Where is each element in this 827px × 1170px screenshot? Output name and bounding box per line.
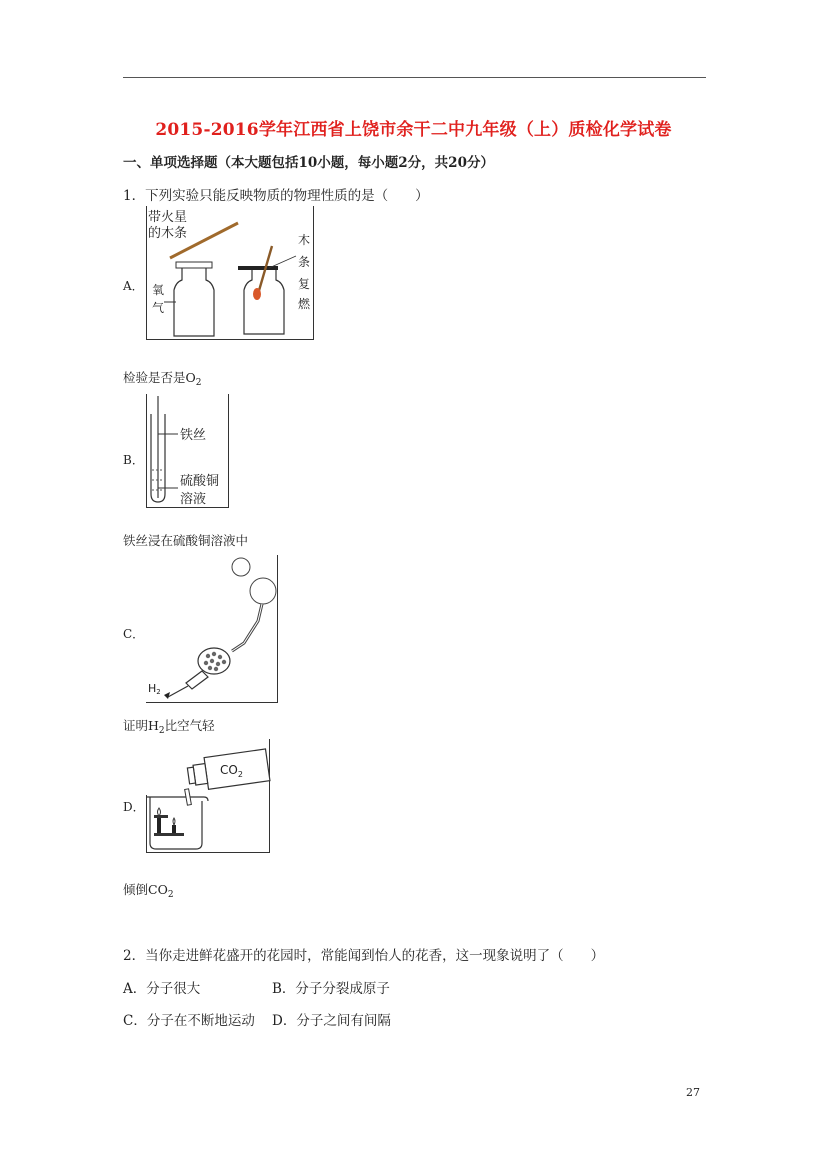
q2-option-d: D．分子之间有间隔	[272, 1013, 391, 1029]
glass-plate-icon	[176, 262, 212, 268]
oxygen-test-figure	[146, 206, 318, 340]
q2-option-a: A．分子很大	[123, 981, 201, 997]
step-icon	[154, 833, 184, 836]
fig-b-label-2: 硫酸铜	[180, 474, 220, 489]
q1-option-c-letter: C．	[123, 627, 145, 641]
flame-icon	[173, 818, 175, 825]
flame-icon	[158, 808, 161, 816]
candle-icon	[172, 825, 176, 833]
flame-icon	[253, 288, 261, 300]
fig-d-label: $CO_2$	[220, 763, 243, 779]
q2-option-b: B．分子分裂成原子	[272, 981, 390, 997]
fig-a-label-right-3: 复	[298, 277, 311, 291]
q1-option-a-caption: 检验是否是$O_2$	[123, 370, 202, 388]
question-2-stem: 2．当你走进鲜花盛开的花园时，常能闻到怡人的花香，这一现象说明了（ ）	[123, 948, 605, 964]
fig-a-label-left-2: 的木条	[148, 226, 188, 241]
iron-wire-figure	[146, 394, 232, 508]
fig-a-label-right-1: 木	[298, 233, 311, 247]
q1-option-c-caption: 证明$H_2$比空气轻	[123, 718, 215, 736]
candle-icon	[157, 818, 161, 833]
fig-c-label: H2	[148, 682, 161, 696]
q1-option-d-caption: 倾倒$CO_2$	[123, 882, 174, 900]
fig-a-label-gas-2: 气	[152, 301, 165, 315]
soap-bubble-icon	[250, 578, 276, 604]
header-rule	[123, 77, 706, 78]
question-1-stem: 1．下列实验只能反映物质的物理性质的是（ ）	[123, 188, 429, 204]
fig-a-label-left-1: 带火星	[148, 210, 188, 225]
exam-title: 2015-2016学年江西省上饶市余干二中九年级（上）质检化学试卷	[155, 120, 672, 140]
q1-option-d-letter: D．	[123, 800, 145, 814]
fig-a-label-gas-1: 氧	[152, 283, 165, 297]
fig-a-label-right-2: 条	[298, 255, 311, 269]
soap-bubble-icon	[232, 558, 250, 576]
q2-option-c: C．分子在不断地运动	[123, 1013, 255, 1029]
fig-b-label-1: 铁丝	[180, 428, 207, 443]
q1-option-a-letter: A．	[123, 279, 144, 293]
fig-b-label-3: 溶液	[180, 492, 207, 507]
q1-option-b-caption: 铁丝浸在硫酸铜溶液中	[123, 533, 249, 548]
pour-co2-figure	[146, 739, 272, 853]
page-number: 27	[686, 1086, 700, 1099]
hydrogen-balloon-figure	[146, 555, 280, 703]
section-heading: 一、单项选择题（本大题包括10小题，每小题2分，共20分）	[123, 155, 494, 171]
step-icon	[154, 815, 168, 818]
q1-option-b-letter: B．	[123, 453, 144, 467]
fig-a-label-right-4: 燃	[298, 297, 311, 311]
